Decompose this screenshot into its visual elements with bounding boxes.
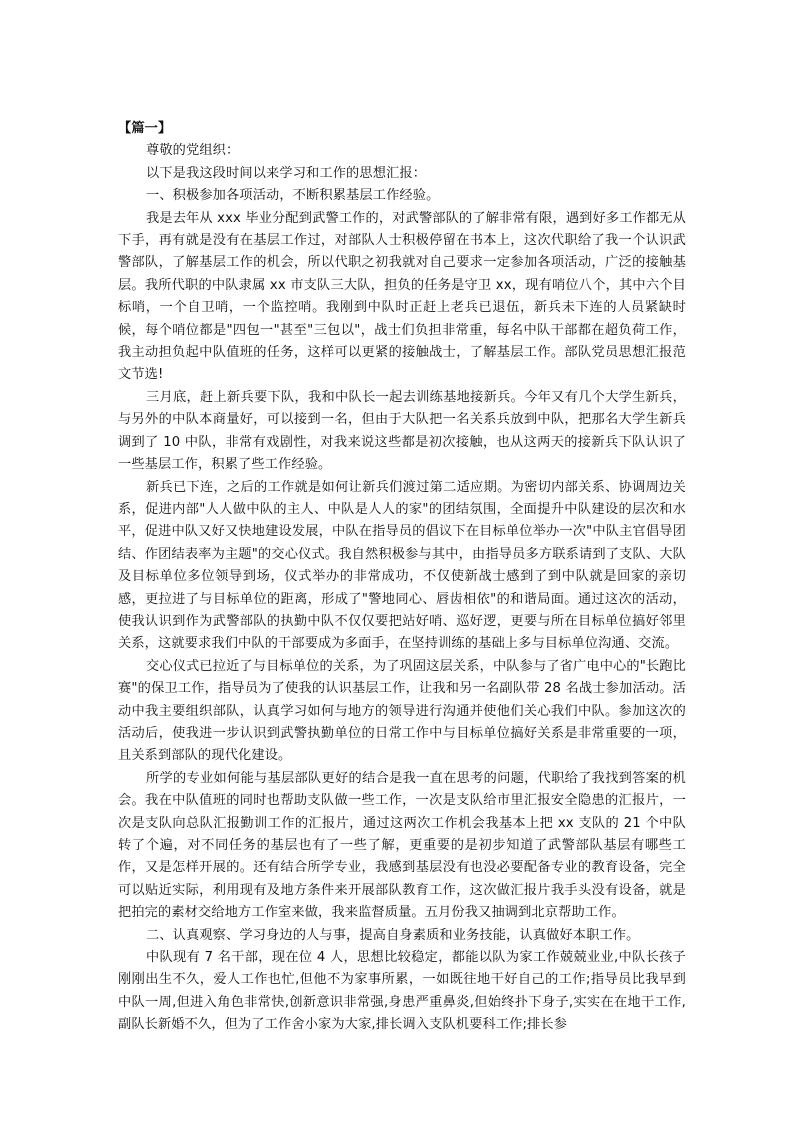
section-heading-one: 一、积极参加各项活动，不断积累基层工作经验。 [146, 188, 440, 204]
paragraph-body: 所学的专业如何能与基层部队更好的结合是我一直在思考的问题，代职给了我找到答案的机会。我在中队值班的同时也帮助支队做一些工作，一次是支队给市里汇报安全隐患的汇报片，一次是支队向总队汇报勤训工作的汇报片，通过这两次工作机会我基本上把 xx 支队的 21 个中队转了个遍，对不同任务的基层也有了一些了解，更重要的是初步知道了武警部队基层有哪些工作，又是怎样开展的。还有结合所学专业，我感到基层没有也没必要配备专业的教育设备，完全可以贴近实际，利用现有及地方条件来开展部队教育工作，这次做汇报片我手头没有设备，就是把拍完的素材交给地方工作室来做，我来监督质量。五月份我又抽调到北京帮助工作。 [118, 770, 686, 921]
paragraph-body: 三月底，赶上新兵要下队，我和中队长一起去训练基地接新兵。今年又有几个大学生新兵，与另外的中队本商量好，可以接到一名，但由于大队把一名关系兵放到中队，把那名大学生新兵调到了 10 中队，非常有戏剧性，对我来说这些都是初次接触，也从这两天的接新兵下队认识了一些基层工作，积累了些工作经验。 [118, 389, 686, 473]
paragraph-body: 我是去年从 xxx 毕业分配到武警工作的，对武警部队的了解非常有限，遇到好多工作都无从下手，再有就是没有在基层工作过，对部队人士积极停留在书本上，这次代职给了我一个认识武警部队，了解基层工作的机会，所以代职之初我就对自己要求一定参加各项活动，广泛的接触基层。我所代职的中队隶属 xx 市支队三大队，担负的任务是守卫 xx，现有哨位八个，其中六个目标哨，一个自卫哨，一个监控哨。我刚到中队时正赶上老兵已退伍，新兵未下连的人员紧缺时候，每个哨位都是"四包一"甚至"三包以"，战士们负担非常重，每名中队干部都在超负荷工作，我主动担负起中队值班的任务，这样可以更紧的接触战士，了解基层工作。部队党员思想汇报范文节选! [118, 210, 686, 383]
paragraph-body: 新兵已下连，之后的工作就是如何让新兵们渡过第二适应期。为密切内部关系、协调周边关系，促进内部"人人做中队的主人、中队是人人的家"的团结氛围，全面提升中队建设的层次和水平，促进中队又好又快地建设发展，中队在指导员的倡议下在目标单位举办一次"中队主官倡导团结、作团结表率为主题"的交心仪式。我自然积极参与其中，由指导员多方联系请到了支队、大队及目标单位多位领导到场，仪式举办的非常成功，不仅使新战士感到了到中队就是回家的亲切感，更拉进了与目标单位的距离，形成了"警地同心、唇齿相依"的和谐局面。通过这次的活动，使我认识到作为武警部队的执勤中队不仅仅要把站好哨、巡好逻，更要与所在目标单位搞好邻里关系，这就要求我们中队的干部要成为多面手，在坚持训练的基础上多与目标单位沟通、交流。 [118, 479, 686, 652]
document-body [118, 118, 686, 1037]
document-heading: 【篇一】 [118, 121, 172, 136]
salutation: 尊敬的党组织： [146, 143, 240, 159]
paragraph-body: 中队现有 7 名干部，现在位 4 人，思想比较稳定，都能以队为家工作兢兢业业,中队长孩子刚刚出生不久，爱人工作也忙,但他不为家事所累，一如既往地干好自己的工作;指导员比我早到中队一周,但进入角色非常快,创新意识非常强,身患严重鼻炎,但始终扑下身子,实实在在地干工作,副队长新婚不久，但为了工作舍小家为大家,排长调入支队机要科工作;排长参 [118, 950, 686, 1033]
paragraph-intro: 以下是我这段时间以来学习和工作的思想汇报： [146, 165, 427, 181]
section-heading-two: 二、认真观察、学习身边的人与事，提高自身素质和业务技能，认真做好本职工作。 [146, 927, 640, 943]
paragraph-body: 交心仪式已拉近了与目标单位的关系，为了巩固这层关系，中队参与了省广电中心的"长跑比赛"的保卫工作，指导员为了使我的认识基层工作，让我和另一名副队带 28 名战士参加活动。活动中我主要组织部队，认真学习如何与地方的领导进行沟通并使他们关心我们中队。参加这次的活动后，使我进一步认识到武警执勤单位的日常工作中与目标单位搞好关系是非常重要的一项，且关系到部队的现代化建设。 [118, 658, 686, 764]
